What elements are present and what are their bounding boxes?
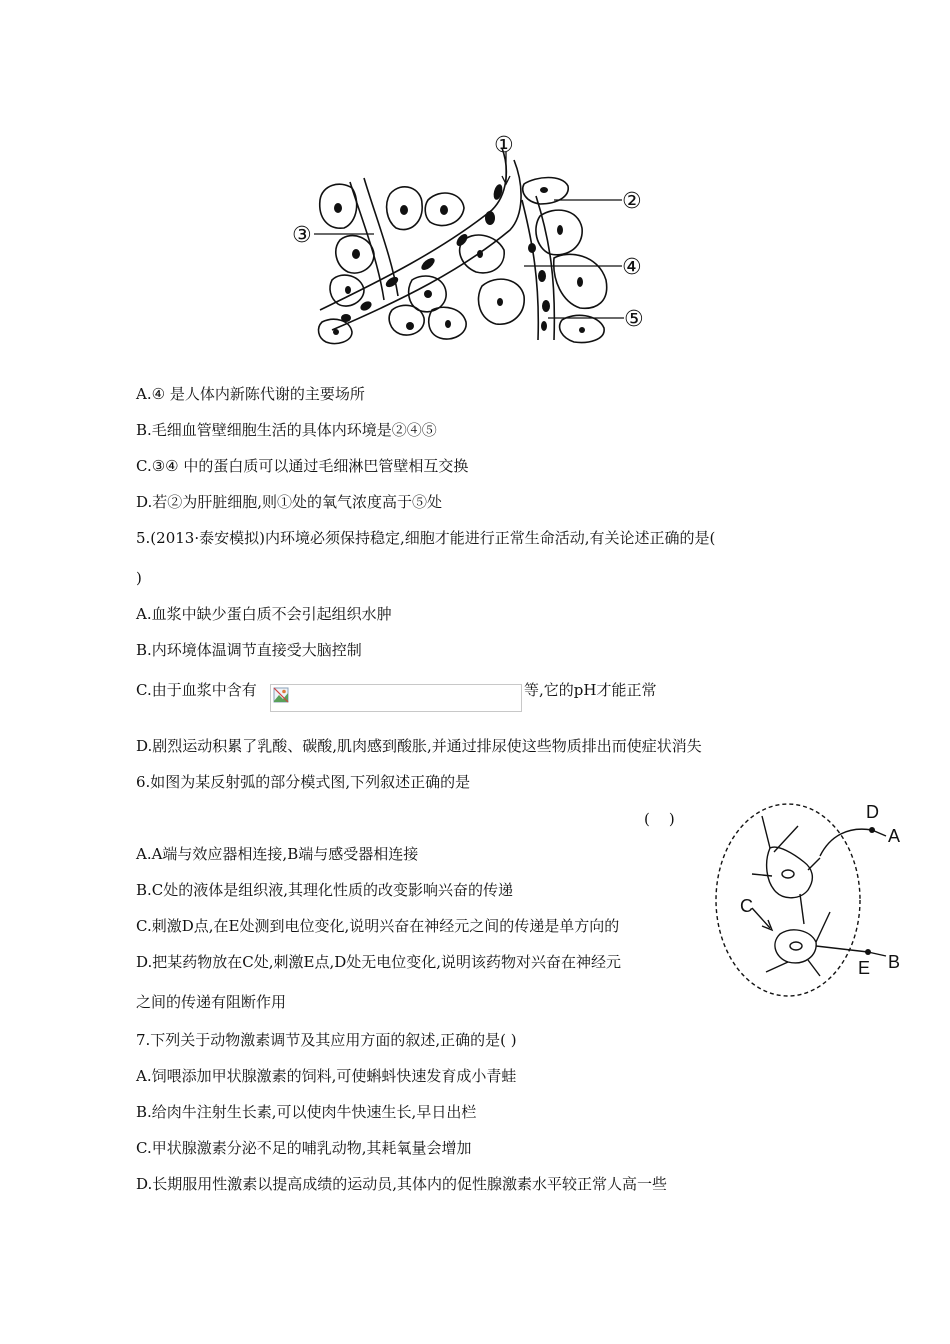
q5-option-a: A.血浆中缺少蛋白质不会引起组织水肿 [136, 605, 392, 623]
q7-option-a: A.饲喂添加甲状腺激素的饲料,可使蝌蚪快速发育成小青蛙 [136, 1067, 517, 1085]
q4-option-c: C.③④ 中的蛋白质可以通过毛细淋巴管壁相互交换 [136, 457, 469, 475]
capillary-wall-lower [332, 160, 521, 330]
q5-option-c-after: 等,它的pH才能正常 [524, 681, 657, 699]
label-C: C [740, 896, 753, 916]
label-D: D [866, 802, 879, 822]
q7-stem: 7.下列关于动物激素调节及其应用方面的叙述,正确的是( ) [136, 1031, 517, 1049]
axon-to-E [816, 946, 868, 952]
q6-option-d: D.把某药物放在C处,刺激E点,D处无电位变化,说明该药物对兴奋在神经元 [136, 953, 622, 971]
q7-option-c: C.甲状腺激素分泌不足的哺乳动物,其耗氧量会增加 [136, 1139, 472, 1157]
label-circled-4: ④ [622, 255, 642, 280]
label-B: B [888, 952, 901, 972]
q5-stem-paren: ) [136, 569, 142, 587]
dendrite [808, 858, 820, 870]
q5-option-c-before: C.由于血浆中含有 [136, 681, 257, 699]
q4-option-a: A.④ 是人体内新陈代谢的主要场所 [136, 385, 365, 403]
broken-image-icon [273, 687, 289, 703]
reflex-arc-diagram [708, 796, 914, 1006]
neuron-lower-body [775, 930, 816, 963]
label-circled-5: ⑤ [624, 307, 644, 332]
q6-option-c: C.刺激D点,在E处测到电位变化,说明兴奋在神经元之间的传递是单方向的 [136, 917, 620, 935]
capillary-right-a [522, 200, 538, 340]
tissue-diagram [292, 130, 664, 346]
q6-stem: 6.如图为某反射弧的部分模式图,下列叙述正确的是 [136, 773, 471, 791]
tissue-cell [389, 305, 424, 335]
dendrite [774, 826, 798, 852]
label-circled-1: ① [494, 133, 514, 158]
dendrite [816, 912, 830, 942]
dendrite [808, 960, 820, 976]
broken-image-placeholder [270, 684, 522, 712]
arrow-C [752, 908, 770, 928]
label-E: E [858, 958, 871, 978]
q6-option-b: B.C处的液体是组织液,其理化性质的改变影响兴奋的传递 [136, 881, 514, 899]
q6-option-a: A.A端与效应器相连接,B端与感受器相连接 [136, 845, 419, 863]
label-circled-2: ② [622, 189, 642, 214]
dendrite [762, 816, 770, 848]
dendrite [752, 874, 772, 876]
q5-option-d: D.剧烈运动积累了乳酸、碳酸,肌肉感到酸胀,并通过排尿使这些物质排出而使症状消失 [136, 737, 702, 755]
q4-option-b: B.毛细血管壁细胞生活的具体内环境是②④⑤ [136, 421, 437, 439]
axon-upper [800, 894, 804, 924]
label-circled-3: ③ [292, 223, 312, 248]
q6-option-d-cont: 之间的传递有阻断作用 [136, 993, 287, 1011]
q4-option-d: D.若②为肝脏细胞,则①处的氧气浓度高于⑤处 [136, 493, 443, 511]
q5-stem: 5.(2013·泰安模拟)内环境必须保持稳定,细胞才能进行正常生命活动,有关论述正确的是( [136, 529, 716, 547]
q6-answer-paren: ( ) [644, 810, 675, 828]
q5-option-b: B.内环境体温调节直接受大脑控制 [136, 641, 362, 659]
q7-option-b: B.给肉牛注射生长素,可以使肉牛快速生长,早日出栏 [136, 1103, 477, 1121]
neuron-upper-body [767, 847, 813, 898]
q7-option-d: D.长期服用性激素以提高成绩的运动员,其体内的促性腺激素水平较正常人高一些 [136, 1175, 668, 1193]
capillary-wall-upper [320, 148, 506, 310]
dendrite [766, 962, 788, 972]
label-A: A [888, 826, 901, 846]
